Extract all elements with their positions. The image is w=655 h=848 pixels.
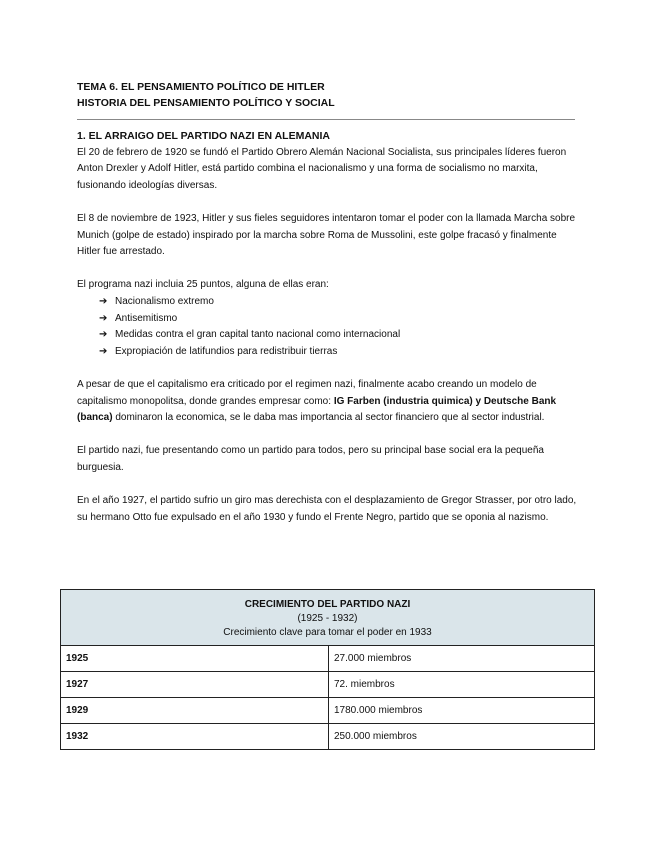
paragraph: El 20 de febrero de 1920 se fundó el Partido Obrero Alemán Nacional Socialista, sus principales líderes fueron Anton Drexler y Adolf Hitler, está partido combina el nacionalismo y una forma de socialismo no marxita, fusionando ideologías diversas.: [77, 146, 567, 191]
paragraph: A pesar de que el capitalismo era criticado por el regimen nazi, finalmente acabo creando un modelo de capitalismo monopolitsa, donde grandes empresar como: IG Farben (industria quimica) y Deutsche Bank (banca) dominaron la economica, se le daba mas importancia al sector financiero que al sector industrial.: [77, 378, 557, 424]
header-divider: [77, 119, 575, 120]
members-cell: 250.000 miembros: [329, 724, 595, 750]
paragraph: El 8 de noviembre de 1923, Hitler y sus fieles seguidores intentaron tomar el poder con la llamada Marcha sobre Munich (golpe de estado) inspirado por la marcha sobre Roma de Mussolini, este golpe fracasó y finalmente Hitler fue arrestado.: [77, 212, 576, 258]
year-cell: 1927: [61, 672, 329, 698]
paragraph: En el año 1927, el partido sufrio un giro mas derechista con el desplazamiento de Gregor Strasser, por otro lado, su hermano Otto fue expulsado en el año 1930 y fundo el Frente Negro, partido que se oponia al nazismo.: [77, 495, 577, 523]
section-title: 1. EL ARRAIGO DEL PARTIDO NAZI EN ALEMANIA: [77, 130, 330, 142]
table-row: [61, 672, 595, 698]
list-item: ➔ Nacionalismo extremo: [99, 294, 577, 311]
course-title: HISTORIA DEL PENSAMIENTO POLÍTICO Y SOCIAL: [77, 97, 335, 109]
arrow-right-icon: ➔: [99, 345, 108, 357]
table-description: Crecimiento clave para tomar el poder en 1933: [223, 626, 432, 638]
table-subtitle: (1925 - 1932): [297, 612, 358, 624]
list-item: ➔ Expropiación de latifundios para redistribuir tierras: [99, 344, 577, 361]
table-row: [61, 698, 595, 724]
program-list: [77, 294, 577, 360]
table-title: CRECIMIENTO DEL PARTIDO NAZI: [244, 598, 411, 610]
document-body: [77, 128, 577, 526]
company-names: IG Farben (industria quimica) y Deutsche Bank (banca): [77, 395, 557, 424]
arrow-right-icon: ➔: [99, 295, 108, 307]
topic-title: TEMA 6. EL PENSAMIENTO POLÍTICO DE HITLER: [77, 81, 325, 93]
arrow-right-icon: ➔: [99, 329, 108, 341]
table-row: [61, 646, 595, 672]
list-item: ➔ Antisemitismo: [99, 311, 577, 328]
year-cell: 1929: [61, 698, 329, 724]
table-header: [61, 590, 595, 646]
growth-table: [60, 589, 595, 750]
year-cell: 1925: [61, 646, 329, 672]
paragraph: El partido nazi, fue presentando como un partido para todos, pero su principal base social era la pequeña burguesia.: [77, 445, 544, 473]
members-cell: 72. miembros: [329, 672, 595, 698]
table-row: [61, 724, 595, 750]
paragraph: El programa nazi incluia 25 puntos, alguna de ellas eran:: [77, 279, 329, 291]
list-item: ➔ Medidas contra el gran capital tanto nacional como internacional: [99, 327, 577, 344]
year-cell: 1932: [61, 724, 329, 750]
document-header: [77, 79, 335, 111]
arrow-right-icon: ➔: [99, 312, 108, 324]
members-cell: 1780.000 miembros: [329, 698, 595, 724]
members-cell: 27.000 miembros: [329, 646, 595, 672]
